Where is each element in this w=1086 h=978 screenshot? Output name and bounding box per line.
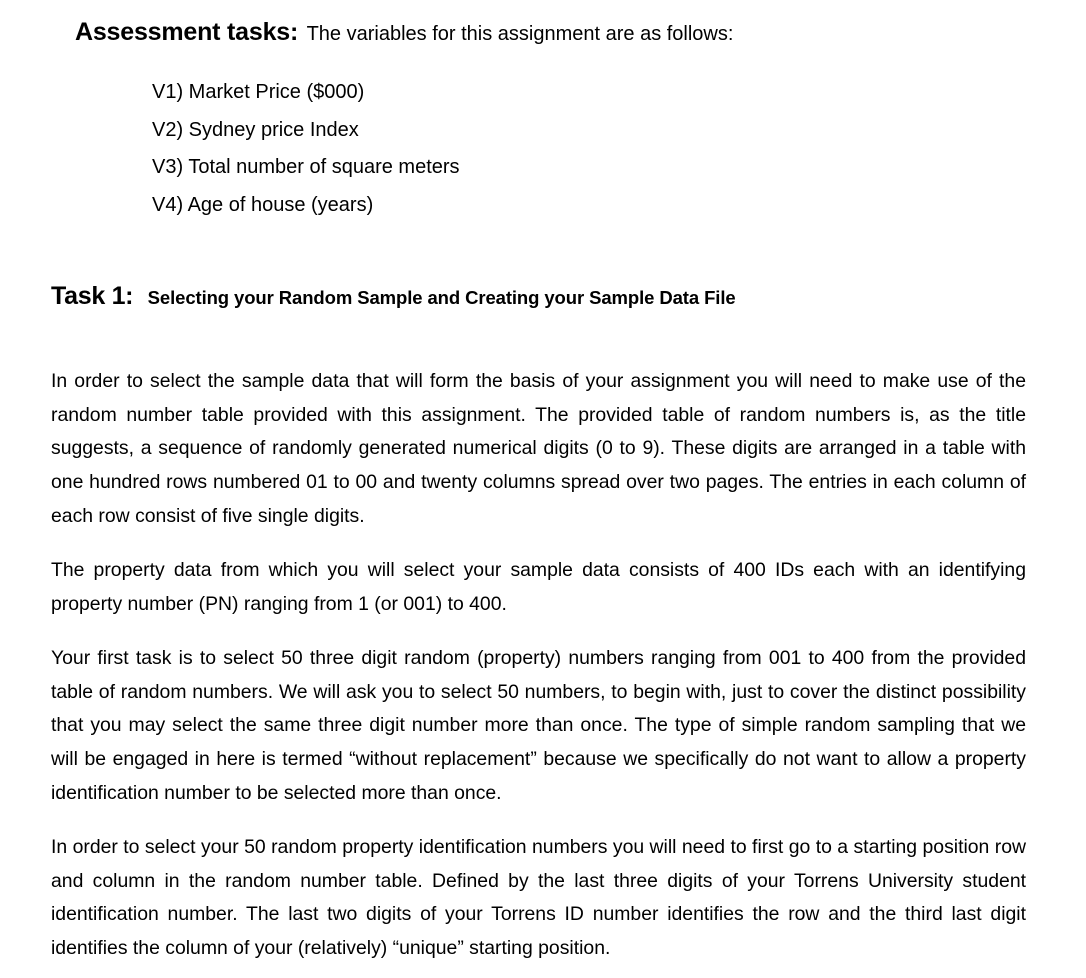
variable-item: V2) Sydney price Index — [152, 118, 359, 141]
assessment-tasks-heading: Assessment tasks: — [75, 18, 299, 46]
variable-item: V3) Total number of square meters — [152, 156, 460, 179]
variable-item: V4) Age of house (years) — [152, 194, 374, 217]
paragraph-text: In order to select your 50 random property identification numbers you will need to first go to a starting position row and column in the random number table. Defined by the last three digits of your Torrens University student identification number. The last two digits of your Torrens ID number identifies the row and the third last digit identifies the column of your (relatively) “unique” starting position. — [51, 836, 1026, 960]
paragraph-property-data — [51, 554, 1026, 621]
paragraph-random-table — [51, 365, 1026, 534]
paragraph-text: In order to select the sample data that will form the basis of your assignment you will need to make use of the random number table provided with this assignment. The provided table of random numbers is, as the title suggests, a sequence of randomly generated numerical digits (0 to 9). These digits are arranged in a table with one hundred rows numbered 01 to 00 and twenty columns spread over two pages. The entries in each column of each row consist of five single digits. — [51, 370, 1026, 527]
task-1-heading — [51, 278, 736, 318]
task-1-label: Task 1: — [51, 282, 134, 310]
task-1-title: Selecting your Random Sample and Creating your Sample Data File — [147, 287, 736, 308]
assessment-tasks-line — [75, 14, 733, 54]
paragraph-text: The property data from which you will select your sample data consists of 400 IDs each with an identifying property number (PN) ranging from 1 (or 001) to 400. — [51, 559, 1026, 615]
variable-item: V1) Market Price ($000) — [152, 81, 365, 103]
paragraph-first-task — [51, 642, 1026, 811]
paragraph-text: Your first task is to select 50 three digit random (property) numbers ranging from 001 to 400 from the provided table of random numbers. We will ask you to select 50 numbers, to begin with, just to cover the distinct possibility that you may select the same three digit number more than once. The type of simple random sampling that we will be engaged in here is termed “without replacement” because we specifically do not want to allow a property identification number to be selected more than once. — [51, 647, 1026, 804]
variable-list — [152, 74, 460, 225]
paragraph-starting-position — [51, 831, 1026, 966]
assessment-tasks-intro: The variables for this assignment are as follows: — [306, 23, 734, 45]
